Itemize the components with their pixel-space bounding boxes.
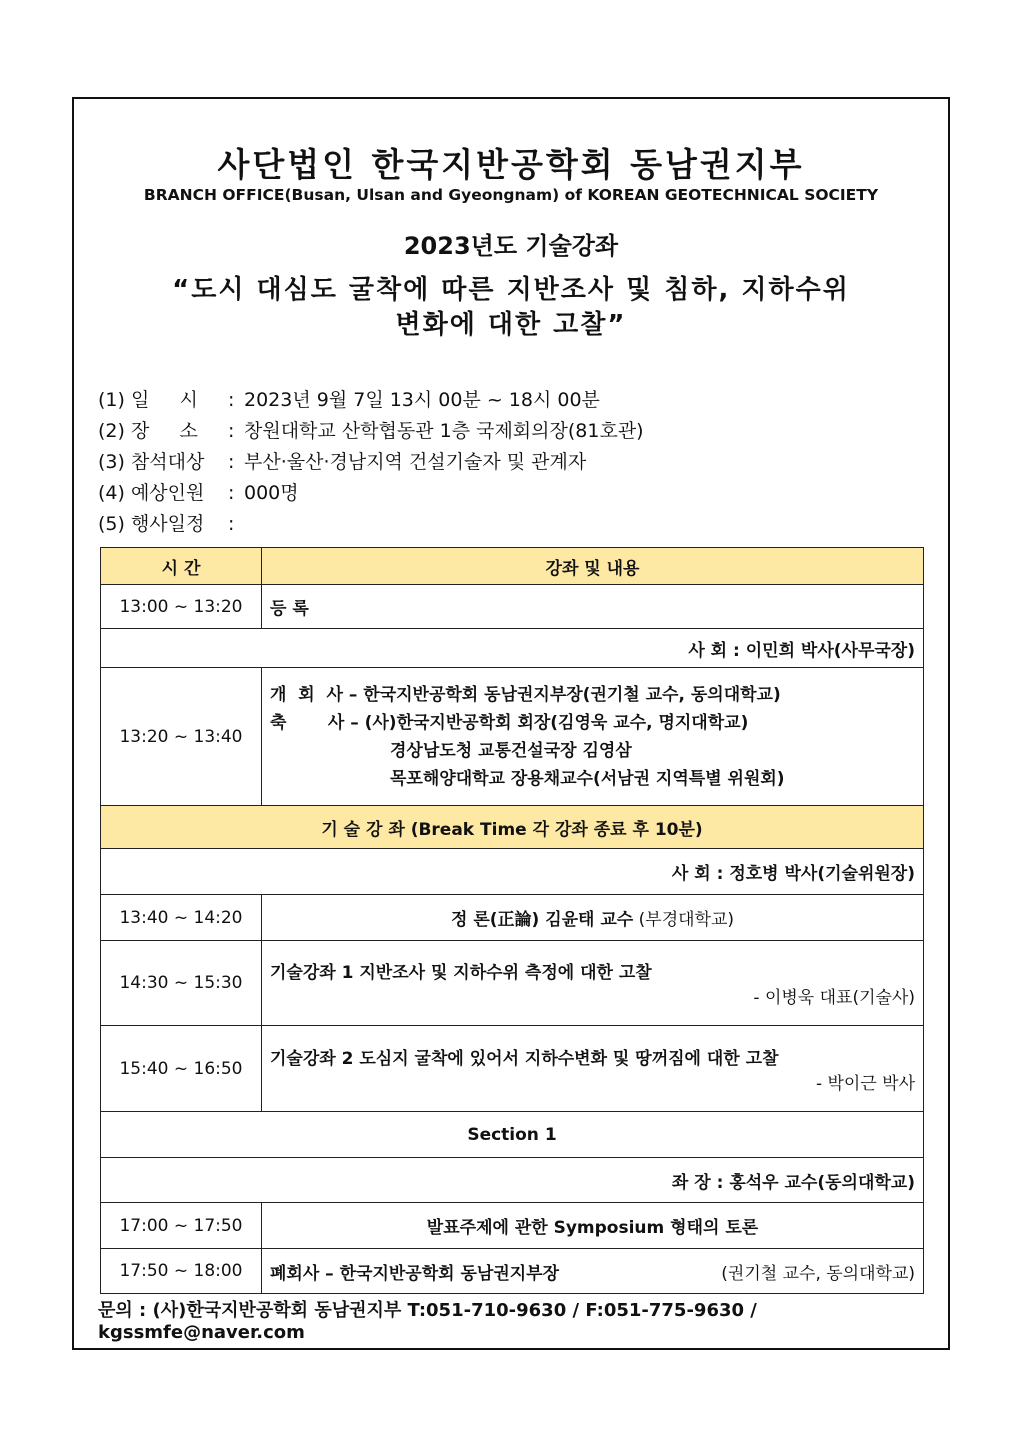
chair: 좌 장 : 홍석우 교수(동의대학교) [101,1158,924,1203]
closing-title: 폐회사 – 한국지반공학회 동남권지부장 [270,1263,560,1284]
closing [262,1249,924,1294]
mc-2: 사 회 : 정호병 박사(기술위원장) [101,849,924,895]
table-row [101,895,924,941]
mc-1: 사 회 : 이민희 박사(사무국장) [101,629,924,668]
info-place: (2) 장 소 : 창원대학교 산학협동관 1층 국제회의장(81호관) [98,416,644,443]
table-row [101,585,924,629]
row-time: 17:50 ~ 18:00 [101,1249,262,1294]
theme-line-1: “도시 대심도 굴착에 따른 지반조사 및 침하, 지하수위 [172,275,850,305]
info-expected: (4) 예상인원 : 000명 [98,478,299,505]
contact-footer: 문의 : (사)한국지반공학회 동남권지부 T:051-710-9630 / F:051-775-9630 / kgssmfe@naver.com [98,1300,757,1343]
table-row [101,941,924,1026]
table-row [101,1203,924,1249]
info-date: (1) 일 시 : 2023년 9월 7일 13시 00분 ~ 18시 00분 [98,385,600,412]
discussion: 발표주제에 관한 Symposium 형태의 토론 [262,1203,924,1249]
keynote-affiliation: (부경대학교) [638,910,735,930]
lecture-1 [262,941,924,1026]
row-time: 14:30 ~ 15:30 [101,941,262,1026]
title: 사단법인 한국지반공학회 동남권지부 [217,145,805,184]
table-row [101,849,924,895]
congratulatory-guest-1: 경상남도청 교통건설국장 김영삼 [390,740,632,761]
info-label: (5) 행사일정 [98,513,205,535]
table-row [101,1112,924,1158]
lecture-2 [262,1026,924,1112]
lecture-2-title: 기술강좌 2 도심지 굴착에 있어서 지하수변화 및 땅꺼짐에 대한 고찰 [270,1048,779,1069]
lecture-1-title: 기술강좌 1 지반조사 및 지하수위 측정에 대한 고찰 [270,963,652,983]
info-value: 부산·울산·경남지역 건설기술자 및 관계자 [244,451,587,473]
row-time: 13:20 ~ 13:40 [101,668,262,806]
section-title: Section 1 [101,1112,924,1158]
info-value: 000명 [244,482,299,504]
keynote [262,895,924,941]
closing-affiliation: (권기철 교수, 동의대학교) [721,1263,915,1284]
info-schedule: (5) 행사일정 : [98,509,244,536]
info-value: 2023년 9월 7일 13시 00분 ~ 18시 00분 [244,389,600,411]
col-content-header: 강좌 및 내용 [262,548,924,585]
theme-line-2: 변화에 대한 고찰” [395,310,627,340]
table-row [101,668,924,806]
row-time: 15:40 ~ 16:50 [101,1026,262,1112]
opening-speech: 개 회 사 – 한국지반공학회 동남권지부장(권기철 교수, 동의대학교) [270,684,781,705]
lecture-2-speaker: - 박이근 박사 [815,1073,915,1094]
table-row [101,1249,924,1294]
schedule-table [100,547,924,1294]
row-time: 17:00 ~ 17:50 [101,1203,262,1249]
lecture-1-speaker: - 이병욱 대표(기술사) [753,988,915,1008]
document-frame [72,97,950,1350]
table-row [101,629,924,668]
keynote-title: 정 론(正論) 김윤태 교수 [450,910,634,930]
info-label: (3) 참석대상 [98,451,205,473]
row-time: 13:00 ~ 13:20 [101,585,262,629]
row-time: 13:40 ~ 14:20 [101,895,262,941]
info-value: 창원대학교 산학협동관 1층 국제회의장(81호관) [244,420,644,442]
opening-block [262,668,924,806]
subtitle: BRANCH OFFICE(Busan, Ulsan and Gyeongnam) of KOREAN GEOTECHNICAL SOCIETY [143,186,879,204]
row-content: 등 록 [262,585,924,629]
lecture-band-text: 기 술 강 좌 (Break Time 각 강좌 종료 후 10분) [101,806,924,849]
event-name: 2023년도 기술강좌 [403,232,619,260]
table-row [101,1026,924,1112]
info-label: (4) 예상인원 [98,482,205,504]
congratulatory-speech: 축 사 – (사)한국지반공학회 회장(김영욱 교수, 명지대학교) [270,712,749,733]
congratulatory-guest-2: 목포해양대학교 장용채교수(서남권 지역특별 위원회) [390,768,785,789]
info-label: (2) 장 소 [98,420,198,442]
info-label: (1) 일 시 [98,389,198,411]
col-time-header: 시 간 [101,548,262,585]
table-row [101,1158,924,1203]
info-attendees: (3) 참석대상 : 부산·울산·경남지역 건설기술자 및 관계자 [98,447,586,474]
table-header [101,548,924,585]
lecture-band [101,806,924,849]
